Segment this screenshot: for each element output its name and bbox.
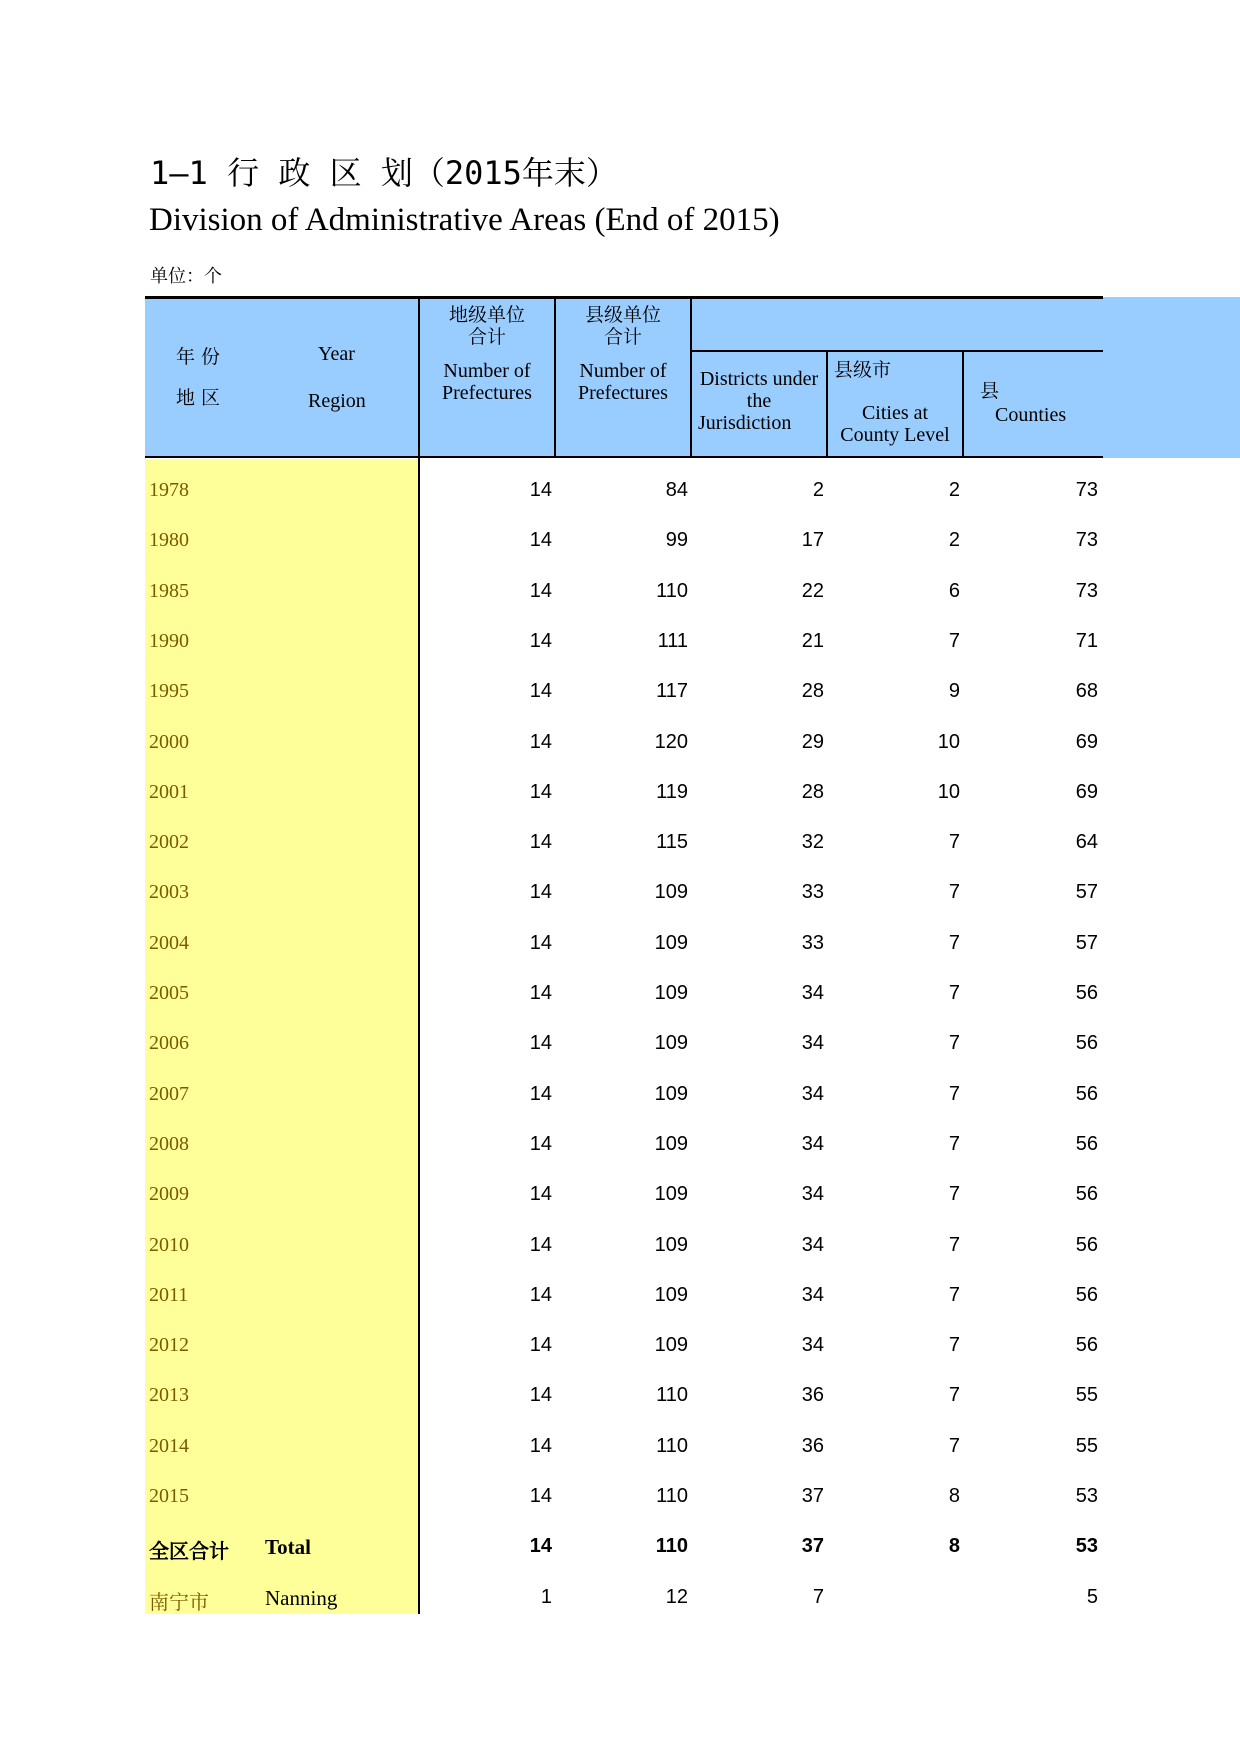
cell-prefectures: 14 xyxy=(529,831,552,854)
cell-counties: 57 xyxy=(1075,931,1098,954)
cell-county-units: 109 xyxy=(654,1283,688,1306)
row-region: Nanning xyxy=(265,1585,338,1610)
row-year: 2003 xyxy=(149,881,189,904)
cell-prefectures: 14 xyxy=(529,1535,552,1558)
cell-cities: 7 xyxy=(948,1384,960,1407)
table-row xyxy=(145,1022,1103,1072)
table-row xyxy=(145,620,1103,670)
row-region: Total xyxy=(265,1535,311,1560)
row-year: 2005 xyxy=(149,982,189,1004)
row-year: 南宁市 xyxy=(149,1589,209,1614)
cell-districts: 37 xyxy=(801,1535,824,1558)
cell-prefectures: 14 xyxy=(529,881,552,904)
cell-county-units: 84 xyxy=(665,479,688,501)
cell-districts: 36 xyxy=(801,1434,824,1457)
cell-counties: 56 xyxy=(1075,1334,1098,1357)
table-row xyxy=(145,1576,1103,1626)
cell-cities: 10 xyxy=(937,780,960,803)
cell-county-units: 109 xyxy=(654,1132,688,1155)
cell-counties: 53 xyxy=(1075,1485,1098,1507)
cell-prefectures: 14 xyxy=(529,1032,552,1055)
cell-prefectures: 14 xyxy=(529,1485,552,1507)
header-districts: Districts under the Jurisdiction xyxy=(698,368,819,434)
cell-county-units: 110 xyxy=(656,1384,688,1407)
header-cities-en: Cities at County Level xyxy=(840,402,950,446)
cell-districts: 34 xyxy=(801,1082,824,1105)
cell-county-units: 109 xyxy=(654,982,688,1004)
row-year: 2014 xyxy=(149,1434,189,1457)
cell-counties: 56 xyxy=(1075,1233,1098,1256)
subheader-rule xyxy=(692,350,1103,352)
table-row xyxy=(145,670,1103,720)
unit-label: 单位：个 xyxy=(150,266,222,287)
header-county-units: 县级单位 合计 Number of Prefectures xyxy=(578,304,668,404)
row-year: 2006 xyxy=(149,1032,189,1055)
header-prefecture-units: 地级单位 合计 Number of Prefectures xyxy=(442,304,532,404)
cell-county-units: 109 xyxy=(654,1032,688,1055)
cell-county-units: 110 xyxy=(656,1485,688,1507)
top-rule xyxy=(145,296,1103,299)
header-background-extension xyxy=(1103,297,1240,458)
col-divider-4 xyxy=(962,351,964,457)
table-row xyxy=(145,871,1103,921)
cell-cities: 2 xyxy=(948,479,960,501)
cell-county-units: 109 xyxy=(654,1334,688,1357)
cell-districts: 21 xyxy=(801,629,824,652)
cell-counties: 69 xyxy=(1075,730,1098,753)
table-row xyxy=(145,1224,1103,1274)
cell-county-units: 120 xyxy=(654,730,688,753)
row-year: 1978 xyxy=(149,479,189,501)
table-row xyxy=(145,721,1103,771)
cell-cities: 7 xyxy=(948,1334,960,1357)
cell-districts: 34 xyxy=(801,1183,824,1206)
header-counties-cn: 县 xyxy=(980,380,1000,402)
row-year: 2001 xyxy=(149,780,189,803)
row-year: 2013 xyxy=(149,1384,189,1407)
cell-county-units: 109 xyxy=(654,1233,688,1256)
cell-districts: 32 xyxy=(801,831,824,854)
cell-districts: 28 xyxy=(801,680,824,703)
cell-prefectures: 14 xyxy=(529,1334,552,1357)
cell-counties: 55 xyxy=(1075,1384,1098,1407)
cell-counties: 56 xyxy=(1075,1132,1098,1155)
cell-cities: 7 xyxy=(948,831,960,854)
cell-counties: 56 xyxy=(1075,1183,1098,1206)
table-row xyxy=(145,1425,1103,1475)
table-row xyxy=(145,821,1103,871)
row-year: 2015 xyxy=(149,1485,189,1507)
cell-counties: 56 xyxy=(1075,1032,1098,1055)
table-row xyxy=(145,1475,1103,1525)
cell-county-units: 111 xyxy=(657,629,688,652)
cell-county-units: 115 xyxy=(656,831,688,854)
row-year: 1995 xyxy=(149,680,189,703)
cell-counties: 55 xyxy=(1075,1434,1098,1457)
cell-county-units: 110 xyxy=(656,579,688,602)
cell-districts: 17 xyxy=(801,529,824,552)
cell-cities: 7 xyxy=(948,1233,960,1256)
table-row xyxy=(145,1123,1103,1173)
table-row xyxy=(145,1525,1103,1575)
header-counties-en: Counties xyxy=(995,404,1067,426)
page-title-cn: 1—1 行 政 区 划（2015年末） xyxy=(150,154,618,192)
cell-county-units: 110 xyxy=(655,1535,688,1558)
header-year-cn: 年 份 xyxy=(176,346,221,368)
table-row xyxy=(145,922,1103,972)
cell-cities: 10 xyxy=(937,730,960,753)
cell-counties: 56 xyxy=(1075,1082,1098,1105)
cell-county-units: 117 xyxy=(656,680,688,703)
cell-counties: 5 xyxy=(1086,1585,1098,1608)
cell-prefectures: 14 xyxy=(529,1384,552,1407)
row-year: 全区合计 xyxy=(149,1539,229,1564)
cell-prefectures: 14 xyxy=(529,1082,552,1105)
cell-cities: 7 xyxy=(948,1183,960,1206)
cell-counties: 68 xyxy=(1075,680,1098,703)
row-year: 2009 xyxy=(149,1183,189,1206)
row-year: 2004 xyxy=(149,931,189,954)
cell-cities: 7 xyxy=(948,982,960,1004)
cell-cities: 7 xyxy=(948,1132,960,1155)
cell-districts: 28 xyxy=(801,780,824,803)
cell-prefectures: 14 xyxy=(529,730,552,753)
row-year: 2002 xyxy=(149,831,189,854)
cell-county-units: 110 xyxy=(656,1434,688,1457)
cell-counties: 64 xyxy=(1075,831,1098,854)
cell-prefectures: 1 xyxy=(540,1585,552,1608)
cell-districts: 36 xyxy=(801,1384,824,1407)
cell-districts: 2 xyxy=(812,479,824,501)
table-row xyxy=(145,972,1103,1022)
cell-prefectures: 14 xyxy=(529,629,552,652)
cell-county-units: 109 xyxy=(654,1183,688,1206)
cell-districts: 34 xyxy=(801,1032,824,1055)
table-row xyxy=(145,1073,1103,1123)
cell-county-units: 109 xyxy=(654,1082,688,1105)
cell-prefectures: 14 xyxy=(529,780,552,803)
cell-districts: 34 xyxy=(801,982,824,1004)
table-row xyxy=(145,1374,1103,1424)
cell-counties: 71 xyxy=(1075,629,1098,652)
table-row xyxy=(145,469,1103,519)
cell-counties: 53 xyxy=(1075,1535,1098,1558)
header-bottom-rule xyxy=(145,456,1103,458)
row-year: 2008 xyxy=(149,1132,189,1155)
table-row xyxy=(145,771,1103,821)
cell-districts: 7 xyxy=(812,1585,824,1608)
cell-prefectures: 14 xyxy=(529,931,552,954)
row-year: 1980 xyxy=(149,529,189,552)
table-row xyxy=(145,1274,1103,1324)
row-year: 2011 xyxy=(149,1283,189,1306)
row-year: 2007 xyxy=(149,1082,189,1105)
table-row xyxy=(145,519,1103,569)
cell-prefectures: 14 xyxy=(529,1132,552,1155)
cell-districts: 37 xyxy=(801,1485,824,1507)
cell-prefectures: 14 xyxy=(529,1183,552,1206)
row-year: 2000 xyxy=(149,730,189,753)
cell-districts: 34 xyxy=(801,1132,824,1155)
cell-prefectures: 14 xyxy=(529,529,552,552)
cell-county-units: 99 xyxy=(665,529,688,552)
cell-counties: 69 xyxy=(1075,780,1098,803)
table-row xyxy=(145,1324,1103,1374)
cell-counties: 73 xyxy=(1075,529,1098,552)
cell-county-units: 109 xyxy=(654,931,688,954)
cell-cities: 8 xyxy=(948,1485,960,1507)
cell-cities: 7 xyxy=(948,881,960,904)
cell-cities: 7 xyxy=(948,629,960,652)
cell-districts: 22 xyxy=(801,579,824,602)
row-year: 1990 xyxy=(149,629,189,652)
cell-cities: 6 xyxy=(948,579,960,602)
cell-prefectures: 14 xyxy=(529,680,552,703)
cell-prefectures: 14 xyxy=(529,1434,552,1457)
cell-districts: 34 xyxy=(801,1334,824,1357)
header-region-cn: 地 区 xyxy=(176,387,221,409)
cell-counties: 56 xyxy=(1075,982,1098,1004)
cell-districts: 33 xyxy=(801,931,824,954)
header-region-en: Region xyxy=(308,390,366,412)
header-cities-cn: 县级市 xyxy=(834,359,892,381)
table-row xyxy=(145,570,1103,620)
cell-counties: 57 xyxy=(1075,881,1098,904)
cell-cities: 8 xyxy=(948,1535,960,1558)
cell-districts: 34 xyxy=(801,1283,824,1306)
cell-prefectures: 14 xyxy=(529,1233,552,1256)
table-row xyxy=(145,1173,1103,1223)
cell-cities: 2 xyxy=(948,529,960,552)
row-year: 1985 xyxy=(149,579,189,602)
cell-districts: 33 xyxy=(801,881,824,904)
cell-counties: 73 xyxy=(1075,579,1098,602)
cell-cities: 9 xyxy=(948,680,960,703)
cell-cities: 7 xyxy=(948,1283,960,1306)
header-year-en: Year xyxy=(318,343,355,365)
cell-counties: 56 xyxy=(1075,1283,1098,1306)
cell-counties: 73 xyxy=(1075,479,1098,501)
cell-districts: 34 xyxy=(801,1233,824,1256)
cell-prefectures: 14 xyxy=(529,579,552,602)
cell-cities: 7 xyxy=(948,1434,960,1457)
row-year: 2012 xyxy=(149,1334,189,1357)
cell-cities: 7 xyxy=(948,1082,960,1105)
row-year: 2010 xyxy=(149,1233,189,1256)
cell-prefectures: 14 xyxy=(529,1283,552,1306)
cell-county-units: 109 xyxy=(654,881,688,904)
cell-prefectures: 14 xyxy=(529,982,552,1004)
cell-cities: 7 xyxy=(948,1032,960,1055)
cell-county-units: 12 xyxy=(665,1585,688,1608)
cell-cities: 7 xyxy=(948,931,960,954)
cell-districts: 29 xyxy=(801,730,824,753)
page-title-en: Division of Administrative Areas (End of 2015) xyxy=(149,202,780,238)
cell-prefectures: 14 xyxy=(529,479,552,501)
cell-county-units: 119 xyxy=(656,780,688,803)
